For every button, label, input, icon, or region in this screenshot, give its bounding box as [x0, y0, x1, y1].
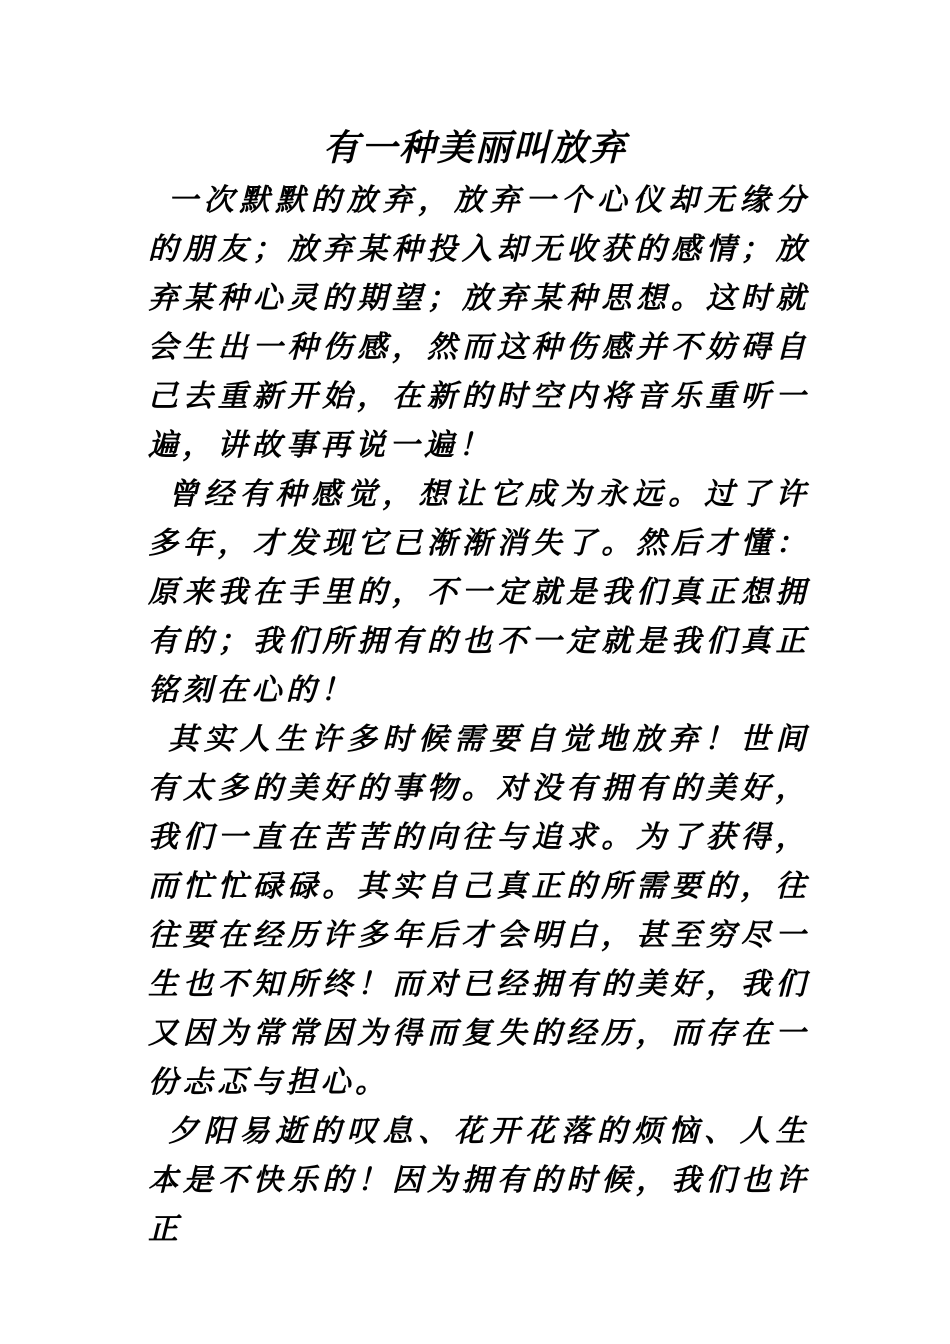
- paragraph-4: 夕阳易逝的叹息、花开花落的烦恼、人生本是不快乐的！因为拥有的时候，我们也许正: [148, 1114, 810, 1247]
- paragraph-3: 其实人生许多时候需要自觉地放弃！世间有太多的美好的事物。对没有拥有的美好，我们一直在苦苦的向往与追求。为了获得，而忙忙碌碌。其实自己真正的所需要的，往往要在经历许多年后才会明白，甚至穷尽一生也不知所终！而对已经拥有的美好，我们又因为常常因为得而复失的经历，而存在一份忐忑与担心。: [148, 722, 810, 1100]
- document-body: [148, 176, 810, 1254]
- paragraph-1: 一次默默的放弃，放弃一个心仪却无缘分的朋友；放弃某种投入却无收获的感情；放弃某种心灵的期望；放弃某种思想。这时就会生出一种伤感，然而这种伤感并不妨碍自己去重新开始，在新的时空内将音乐重听一遍，讲故事再说一遍！: [148, 183, 810, 463]
- document-title: 有一种美丽叫放弃: [322, 127, 627, 169]
- paragraph-2: 曾经有种感觉，想让它成为永远。过了许多年，才发现它已渐渐消失了。然后才懂：原来我在手里的，不一定就是我们真正想拥有的；我们所拥有的也不一定就是我们真正铭刻在心的！: [148, 477, 810, 708]
